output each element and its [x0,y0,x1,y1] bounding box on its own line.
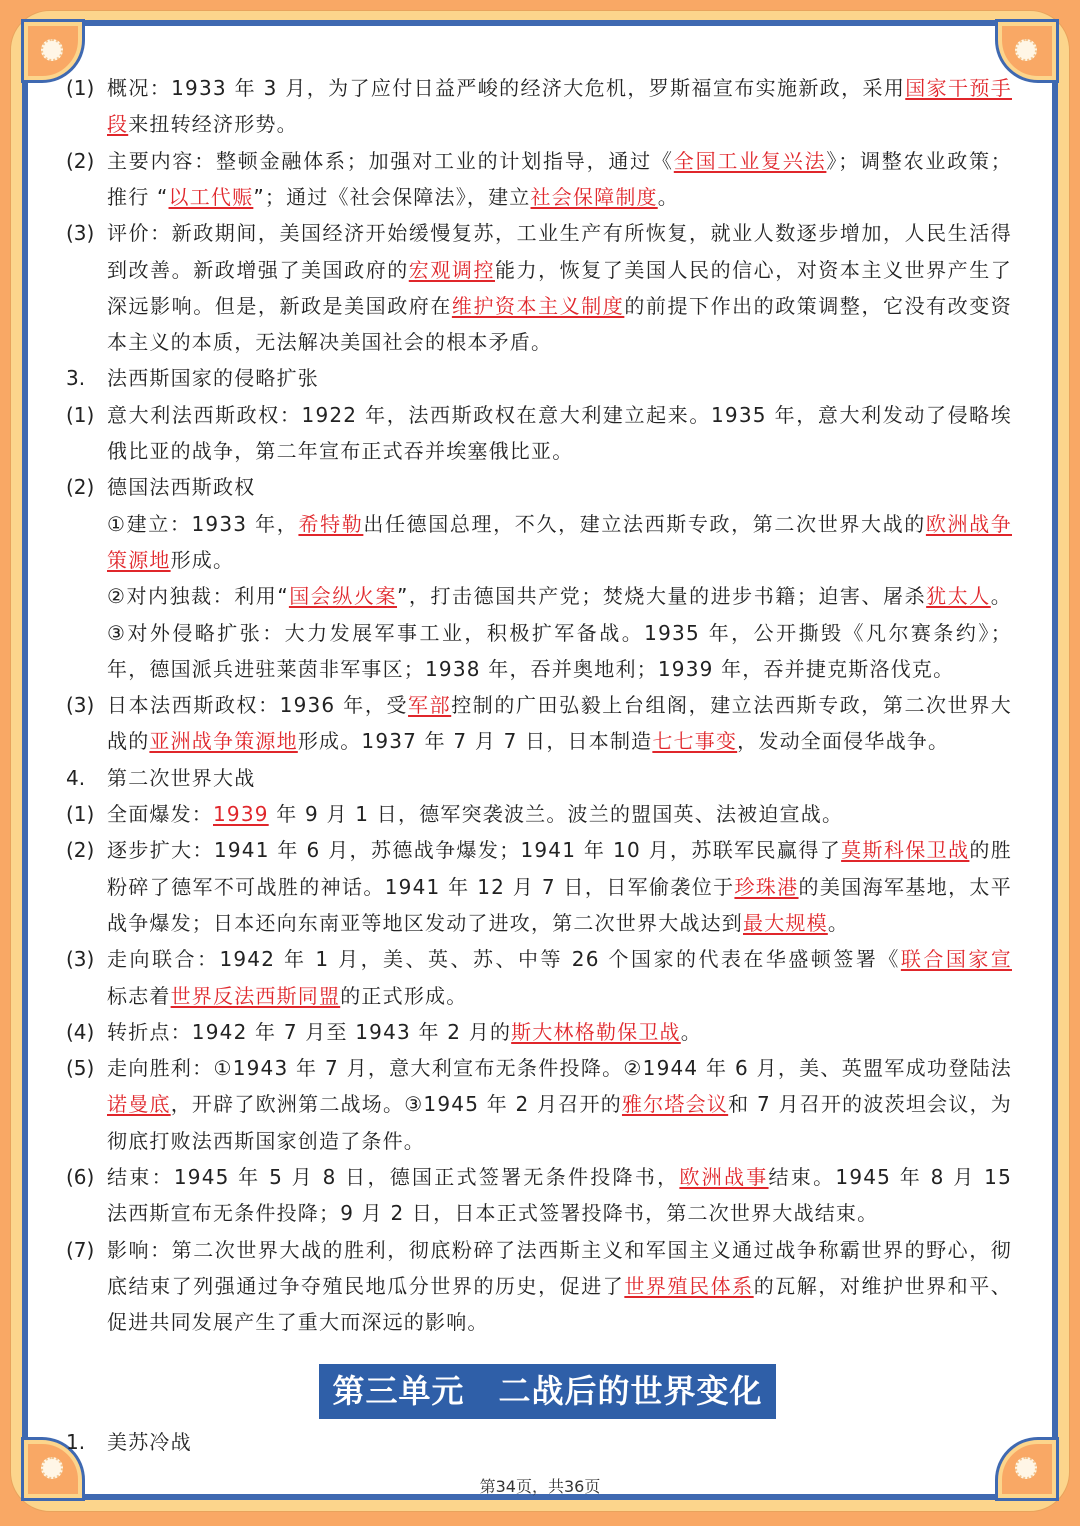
item-number: (1) [66,76,95,100]
text-segment: 法西斯国家的侵略扩张 [107,366,319,391]
text-segment: 结束：1945 年 5 月 8 日，德国正式签署无条件投降书， [107,1165,680,1189]
key-term: 亚洲战争策源地 [149,729,298,754]
text-segment: 走向胜利：①1943 年 7 月，意大利宣布无条件投降。②1944 年 6 月，美、英盟军成功登陆法 [107,1056,1012,1081]
text-line [107,690,1012,720]
key-term: 雅尔塔会议 [621,1092,729,1117]
text-segment: ，发动全面侵华战争。 [737,729,950,754]
item-number: (2) [66,475,95,500]
text-segment: 形成。 [170,547,235,572]
text-segment: ③对外侵略扩张：大力发展军事工业，积极扩军备战。1935 年，公开撕毁《凡尔赛条约》； [107,620,1012,645]
key-term: 段 [107,112,129,137]
key-term: 犹太人 [926,584,991,609]
key-term: 以工代赈 [168,184,254,209]
text-line [107,182,1012,212]
key-term: 世界反法西斯同盟 [170,983,341,1008]
text-segment: 出任德国总理，不久，建立法西斯专政，第二次世界大战的 [363,511,926,536]
text-line [107,109,1012,139]
key-term: 联合国家宣 [900,947,1012,972]
item-number: (4) [66,1019,95,1044]
text-line [107,944,1012,974]
text-line [107,509,1012,539]
text-segment: 概况：1933 年 3 月，为了应付日益严峻的经济大危机，罗斯福宣布实施新政，采用 [107,76,906,100]
key-term: 珍珠港 [734,874,799,899]
text-segment: 底结束了列强通过争夺殖民地瓜分世界的历史，促进了 [107,1273,625,1298]
unit-title-banner [319,1364,776,1419]
text-segment: 全面爆发： [107,802,213,826]
item-number: (1) [66,402,95,427]
key-term: 社会保障制度 [530,184,658,209]
unit-title: 二战后的世界变化 [498,1372,763,1410]
text-segment: 转折点：1942 年 7 月至 1943 年 2 月的 [107,1019,512,1044]
text-segment: 德国法西斯政权 [107,475,256,500]
text-line [107,835,1012,865]
text-line [107,400,1012,430]
text-segment: 年 9 月 1 日，德军突袭波兰。波兰的盟国英、法被迫宣战。 [268,802,844,826]
text-segment: 意大利法西斯政权：1922 年，法西斯政权在意大利建立起来。1935 年，意大利发动了侵略埃 [107,402,1012,427]
text-line [107,581,1012,611]
item-number: (1) [66,802,95,826]
key-term: 1939 [213,802,269,826]
key-term: 莫斯科保卫战 [841,838,970,863]
text-line [107,1162,1012,1192]
text-line [107,799,1012,829]
item-number: 3. [66,366,86,391]
text-segment: 的美国海军基地，太平 [798,874,1012,899]
text-line [107,1126,1012,1156]
section-number: 1. [66,1430,86,1454]
text-line [107,763,1012,793]
item-number: (3) [66,221,95,246]
key-term: 欧洲战事 [679,1165,769,1189]
text-segment: ”；通过《社会保障法》，建立 [253,184,531,209]
key-term: 希特勒 [298,511,364,536]
key-term: 世界殖民体系 [624,1273,754,1298]
text-segment: 评价：新政期间，美国经济开始缓慢复苏，工业生产有所恢复，就业人数逐步增加，人民生活得 [107,221,1012,246]
item-number: (3) [66,693,95,718]
key-term: 诺曼底 [107,1092,171,1117]
key-term: 最大规模 [743,910,828,935]
text-segment: 第二次世界大战 [107,765,256,790]
text-segment: 年，德国派兵进驻莱茵非军事区；1938 年，吞并奥地利；1939 年，吞并捷克斯洛伐克。 [107,656,955,681]
item-number: (3) [66,947,95,972]
section-heading: 美苏冷战 [107,1430,192,1454]
key-term: 军部 [408,693,452,718]
key-term: 斯大林格勒保卫战 [511,1019,681,1044]
text-segment: 粉碎了德军不可战胜的神话。1941 年 12 月 7 日，日军偷袭位于 [107,874,735,899]
text-line [107,472,1012,502]
key-term: 国会纵火案 [288,584,398,609]
key-term: 国家干预手 [905,76,1012,100]
text-segment: 俄比亚的战争，第二年宣布正式吞并埃塞俄比亚。 [107,439,574,463]
text-segment: 走向联合：1942 年 1 月，美、英、苏、中等 26 个国家的代表在华盛顿签署《 [107,947,901,972]
key-term: 七七事变 [652,729,738,754]
text-segment: 的胜 [969,838,1012,863]
text-line [107,618,1012,648]
item-number: (2) [66,148,95,173]
text-line [107,73,1012,103]
text-line [107,726,1012,756]
text-segment: 促进共同发展产生了重大而深远的影响。 [107,1310,489,1335]
item-number: (7) [66,1237,95,1262]
key-term: 维护资本主义制度 [451,293,625,318]
text-line [107,1307,1012,1337]
text-segment: 能力，恢复了美国人民的信心，对资本主义世界产生了 [495,257,1012,282]
text-line [107,436,1012,466]
text-segment: 推行 “ [107,184,169,209]
text-segment: 法西斯宣布无条件投降；9 月 2 日，日本正式签署投降书，第二次世界大战结束。 [107,1201,879,1226]
item-number: (2) [66,838,95,863]
text-line [107,908,1012,938]
text-segment: 结束。1945 年 8 月 15 [768,1165,1012,1189]
text-segment: 深远影响。但是，新政是美国政府在 [107,293,452,318]
text-segment: 的瓦解，对维护世界和平、 [753,1273,1012,1298]
key-term: 策源地 [107,547,171,572]
text-line [107,255,1012,285]
text-line [107,872,1012,902]
text-line [107,1017,1012,1047]
text-segment: 彻底打败法西斯国家创造了条件。 [107,1128,425,1153]
text-segment: 到改善。新政增强了美国政府的 [107,257,409,282]
item-number: (5) [66,1056,95,1081]
item-number: (6) [66,1165,95,1189]
text-segment: 的前提下作出的政策调整，它没有改变资 [624,293,1012,318]
text-segment: 本主义的本质，无法解决美国社会的根本矛盾。 [107,330,553,355]
text-segment: 来扭转经济形势。 [128,112,298,137]
text-line [107,327,1012,357]
item-number: 4. [66,765,86,790]
text-line [107,146,1012,176]
key-term: 全国工业复兴法 [673,148,827,173]
text-segment: 形成。1937 年 7 月 7 日，日本制造 [297,729,653,754]
text-segment: 。 [990,584,1012,609]
text-segment: ①建立：1933 年， [107,511,299,536]
text-segment: 》；调整农业政策； [826,148,1012,173]
text-line [107,1271,1012,1301]
text-segment: 控制的广田弘毅上台组阁，建立法西斯专政，第二次世界大 [451,693,1012,718]
text-segment: 标志着 [107,983,171,1008]
text-segment: 。 [657,184,679,209]
text-segment: ”，打击德国共产党；焚烧大量的进步书籍；迫害、屠杀 [397,584,927,609]
text-segment: ②对内独裁：利用“ [107,584,289,609]
text-segment: 逐步扩大：1941 年 6 月，苏德战争爆发；1941 年 10 月，苏联军民赢得了 [107,838,842,863]
key-term: 欧洲战争 [925,511,1012,536]
text-segment: 日本法西斯政权：1936 年，受 [107,693,409,718]
text-line [107,1235,1012,1265]
page-number: 第34页，共36页 [479,1477,601,1496]
unit-number: 第三单元 [332,1372,465,1410]
text-line [107,1198,1012,1228]
text-line [107,218,1012,248]
text-segment: 主要内容：整顿金融体系；加强对工业的计划指导，通过《 [107,148,674,173]
text-line [107,981,1012,1011]
text-segment: 的正式形成。 [340,983,468,1008]
key-term: 宏观调控 [408,257,496,282]
text-line [107,545,1012,575]
text-line [107,654,1012,684]
text-line [107,291,1012,321]
text-segment: 战的 [107,729,150,754]
text-line [107,1053,1012,1083]
text-segment: 战争爆发；日本还向东南亚等地区发动了进攻，第二次世界大战达到 [107,910,743,935]
text-segment: 影响：第二次世界大战的胜利，彻底粉碎了法西斯主义和军国主义通过战争称霸世界的野心，彻 [107,1237,1012,1262]
text-segment: ，开辟了欧洲第二战场。③1945 年 2 月召开的 [170,1092,622,1117]
text-line [107,1089,1012,1119]
text-line [107,363,1012,393]
text-segment: 和 7 月召开的波茨坦会议，为 [728,1092,1012,1117]
text-segment: 。 [680,1019,702,1044]
text-segment: 。 [827,910,850,935]
